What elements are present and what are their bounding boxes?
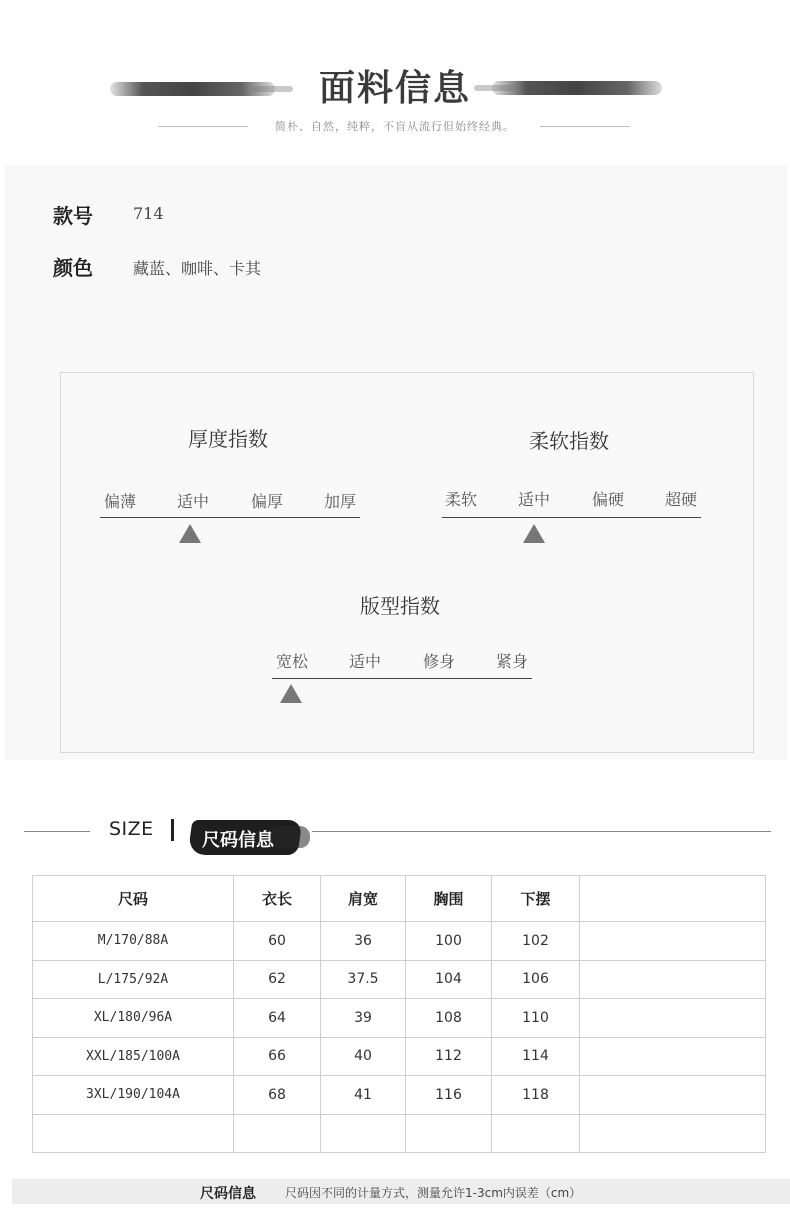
table-cell: [580, 999, 766, 1038]
table-cell: 64: [234, 999, 321, 1038]
fit-option: 适中: [348, 652, 381, 671]
column-header: 下摆: [492, 876, 580, 922]
table-cell: M/170/88A: [33, 922, 234, 961]
size-note-text: 尺码因不同的计量方式，测量允许1-3cm内误差（cm）: [285, 1186, 582, 1200]
table-cell: 114: [492, 1037, 580, 1076]
table-cell: 102: [492, 922, 580, 961]
softness-marker-icon: [523, 524, 545, 543]
softness-index-title: 柔软指数: [529, 429, 609, 453]
fit-marker-icon: [280, 684, 302, 703]
table-cell: 110: [492, 999, 580, 1038]
fit-option: 修身: [422, 652, 455, 671]
table-cell: 118: [492, 1076, 580, 1115]
thickness-index-title: 厚度指数: [188, 427, 268, 451]
table-cell: 112: [406, 1037, 492, 1076]
color-value: 藏蓝、咖啡、卡其: [133, 259, 262, 278]
thickness-option: 偏薄: [103, 492, 136, 511]
size-divider-left: [24, 831, 90, 832]
size-heading-cn: 尺码信息: [202, 830, 274, 851]
size-table: [32, 875, 766, 1153]
table-row: [33, 1076, 766, 1115]
thickness-scale-line: [100, 517, 360, 518]
table-cell: 36: [321, 922, 406, 961]
table-cell: 40: [321, 1037, 406, 1076]
ink-splash-icon: [270, 826, 310, 848]
size-heading-badge: [190, 820, 312, 855]
table-row: [33, 1114, 766, 1153]
fit-scale-line: [272, 678, 532, 679]
table-cell: [406, 1114, 492, 1153]
fit-option: 紧身: [495, 652, 528, 671]
table-cell: [580, 960, 766, 999]
table-cell: 62: [234, 960, 321, 999]
table-cell: [234, 1114, 321, 1153]
table-row: [33, 1037, 766, 1076]
thickness-option: 加厚: [323, 492, 356, 511]
table-cell: 41: [321, 1076, 406, 1115]
column-header: [580, 876, 766, 922]
size-heading-en: SIZE: [109, 818, 154, 840]
table-cell: [580, 922, 766, 961]
column-header: 衣长: [234, 876, 321, 922]
table-cell: 116: [406, 1076, 492, 1115]
column-header: 尺码: [33, 876, 234, 922]
table-cell: 3XL/190/104A: [33, 1076, 234, 1115]
table-cell: 60: [234, 922, 321, 961]
table-row: [33, 922, 766, 961]
table-cell: 108: [406, 999, 492, 1038]
table-cell: 68: [234, 1076, 321, 1115]
table-cell: 100: [406, 922, 492, 961]
size-divider-right: [312, 831, 771, 832]
table-cell: 37.5: [321, 960, 406, 999]
softness-option: 超硬: [664, 490, 697, 509]
fit-index-title: 版型指数: [360, 594, 440, 618]
table-cell: [580, 1037, 766, 1076]
table-row: [33, 960, 766, 999]
column-header: 胸围: [406, 876, 492, 922]
table-cell: 104: [406, 960, 492, 999]
table-header-row: [33, 876, 766, 922]
table-cell: 39: [321, 999, 406, 1038]
table-cell: [580, 1076, 766, 1115]
size-note-bar: [12, 1179, 790, 1204]
color-label: 颜色: [53, 256, 93, 280]
page-subtitle: 简朴、自然，纯粹，不盲从流行但始终经典。: [275, 120, 515, 133]
size-heading-separator: [171, 819, 174, 841]
table-cell: XXL/185/100A: [33, 1037, 234, 1076]
table-cell: [33, 1114, 234, 1153]
table-row: [33, 999, 766, 1038]
table-cell: XL/180/96A: [33, 999, 234, 1038]
softness-option: 适中: [517, 490, 550, 509]
table-cell: 66: [234, 1037, 321, 1076]
style-number-label: 款号: [53, 204, 93, 228]
thickness-option: 偏厚: [250, 492, 283, 511]
table-cell: L/175/92A: [33, 960, 234, 999]
style-number-value: 714: [133, 204, 164, 223]
table-cell: [321, 1114, 406, 1153]
table-cell: [580, 1114, 766, 1153]
softness-option: 偏硬: [591, 490, 624, 509]
column-header: 肩宽: [321, 876, 406, 922]
page-title: 面料信息: [318, 67, 471, 109]
softness-scale-line: [442, 517, 701, 518]
table-cell: 106: [492, 960, 580, 999]
size-note-label: 尺码信息: [200, 1186, 256, 1202]
table-cell: [492, 1114, 580, 1153]
thickness-marker-icon: [179, 524, 201, 543]
softness-option: 柔软: [444, 490, 477, 509]
thickness-option: 适中: [176, 492, 209, 511]
fit-option: 宽松: [275, 652, 308, 671]
